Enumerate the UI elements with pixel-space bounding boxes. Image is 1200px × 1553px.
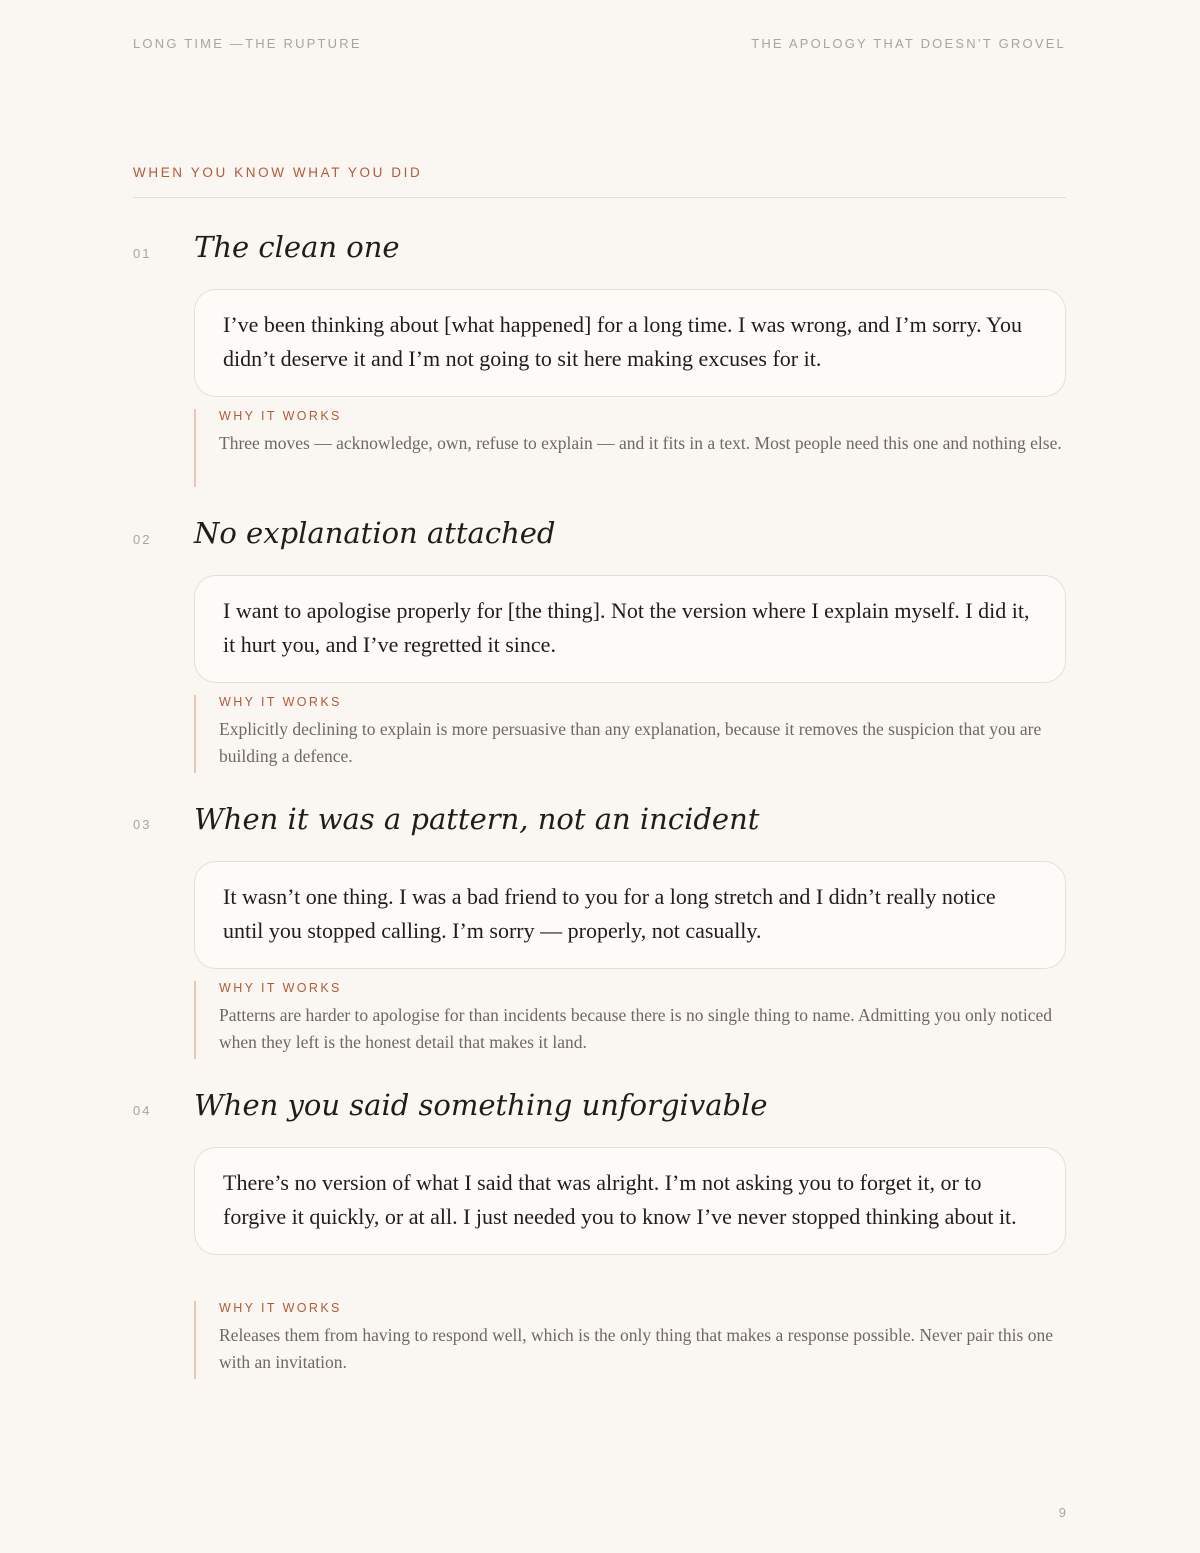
why-it-works <box>194 981 1066 1059</box>
why-text: Patterns are harder to apologise for than incidents because there is no single thing to name. Admitting you only noticed when they left is the honest detail that makes it land. <box>219 1005 1052 1052</box>
why-label: WHY IT WORKS <box>219 1301 342 1315</box>
running-head-right: THE APOLOGY THAT DOESN’T GROVEL <box>751 36 1066 51</box>
why-label: WHY IT WORKS <box>219 981 342 995</box>
running-head-left: LONG TIME —THE RUPTURE <box>133 36 362 51</box>
section-label: WHEN YOU KNOW WHAT YOU DID <box>133 165 423 180</box>
why-it-works <box>194 1301 1066 1379</box>
entry-number: 04 <box>133 1103 152 1118</box>
script-card <box>194 575 1066 683</box>
script-card <box>194 289 1066 397</box>
script-card <box>194 861 1066 969</box>
entry-title: When it was a pattern, not an incident <box>194 802 760 836</box>
script-text: I want to apologise properly for [the thing]. Not the version where I explain myself. I did it, it hurt you, and I’ve regretted it since. <box>223 598 1030 657</box>
section-divider <box>133 197 1066 198</box>
why-label: WHY IT WORKS <box>219 695 342 709</box>
why-it-works <box>194 695 1066 773</box>
entry-title: No explanation attached <box>194 516 556 550</box>
why-text: Explicitly declining to explain is more persuasive than any explanation, because it removes the suspicion that you are building a defence. <box>219 719 1042 766</box>
why-text: Releases them from having to respond well, which is the only thing that makes a response possible. Never pair this one with an invitation. <box>219 1325 1053 1372</box>
entry-title: When you said something unforgivable <box>194 1088 768 1122</box>
script-text: I’ve been thinking about [what happened] for a long time. I was wrong, and I’m sorry. You didn’t deserve it and I’m not going to sit here making excuses for it. <box>223 312 1022 371</box>
why-it-works <box>194 409 1066 487</box>
why-text: Three moves — acknowledge, own, refuse to explain — and it fits in a text. Most people need this one and nothing else. <box>219 433 1062 453</box>
script-text: It wasn’t one thing. I was a bad friend to you for a long stretch and I didn’t really notice until you stopped calling. I’m sorry — properly, not casually. <box>223 884 996 943</box>
page-number: 9 <box>1058 1505 1066 1520</box>
script-text: There’s no version of what I said that was alright. I’m not asking you to forget it, or to forgive it quickly, or at all. I just needed you to know I’ve never stopped thinking about it. <box>223 1170 1017 1229</box>
entry-number: 01 <box>133 246 152 261</box>
entry-number: 02 <box>133 532 152 547</box>
running-head <box>133 36 1066 51</box>
script-card <box>194 1147 1066 1255</box>
entry-number: 03 <box>133 817 152 832</box>
why-label: WHY IT WORKS <box>219 409 342 423</box>
entry-title: The clean one <box>194 230 400 264</box>
